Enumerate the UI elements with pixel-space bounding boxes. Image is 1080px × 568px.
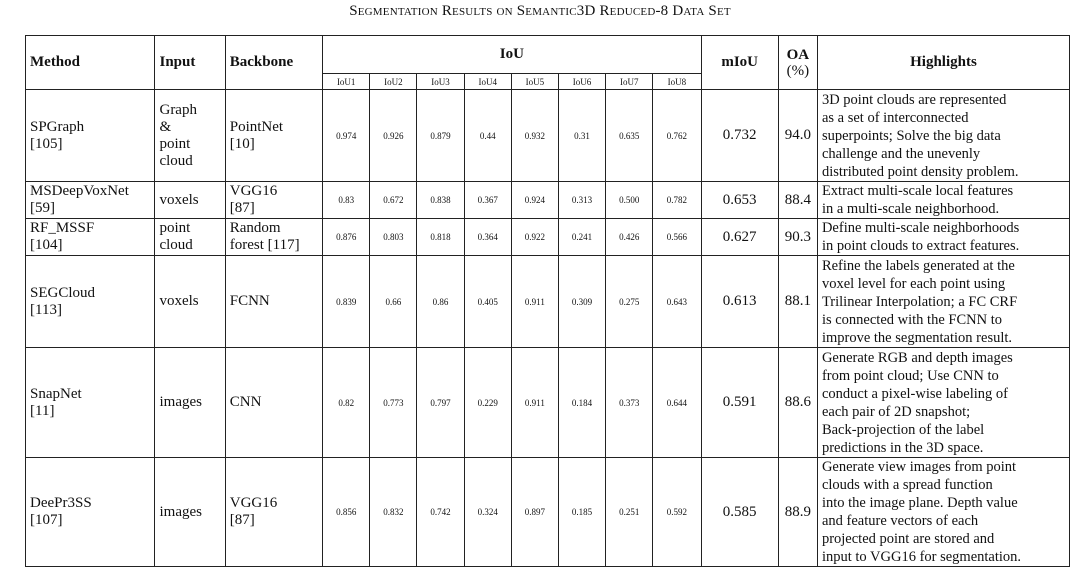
highlight-line: Define multi-scale neighborhoods <box>821 220 1020 236</box>
method-name: SPGraph <box>30 118 85 135</box>
input-text: & <box>159 118 172 135</box>
method-ref: [104] <box>30 237 63 253</box>
method-name: MSDeepVoxNet <box>30 183 129 199</box>
oa-cell: 88.6 <box>778 348 817 458</box>
miou-cell: 0.732 <box>701 90 778 182</box>
iou4-cell: 0.44 <box>464 90 511 182</box>
input-cell <box>155 219 225 256</box>
highlight-line: Back-projection of the label <box>821 421 985 438</box>
highlight-line: Extract multi-scale local features <box>821 183 1014 199</box>
oa-cell: 88.1 <box>778 256 817 348</box>
input-text: voxels <box>159 191 199 208</box>
highlight-line: challenge and the unevenly <box>821 145 981 162</box>
iou3-cell: 0.818 <box>417 219 464 256</box>
highlight-line: improve the segmentation result. <box>821 329 1013 346</box>
highlight-line: Generate RGB and depth images <box>821 349 1013 366</box>
input-text: voxels <box>159 293 199 309</box>
backbone-cell <box>225 256 322 348</box>
backbone-name: FCNN <box>229 293 270 309</box>
method-cell <box>26 256 155 348</box>
backbone-cell <box>225 90 322 182</box>
highlight-line: distributed point density problem. <box>821 163 1019 180</box>
method-name: RF_MSSF <box>30 220 95 236</box>
miou-cell: 0.653 <box>701 182 778 219</box>
highlight-line: from point cloud; Use CNN to <box>821 367 999 384</box>
iou5-cell: 0.924 <box>511 182 558 219</box>
iou4-cell: 0.364 <box>464 219 511 256</box>
method-ref: [105] <box>30 135 63 152</box>
oa-cell: 88.4 <box>778 182 817 219</box>
backbone-ref: [87] <box>229 512 255 528</box>
iou7-cell: 0.635 <box>606 90 653 182</box>
header-iou: IoU <box>323 36 701 74</box>
table-caption: Segmentation Results on Semantic3D Reduced-8 Data Set <box>349 3 731 19</box>
iou6-cell: 0.185 <box>558 458 605 567</box>
miou-cell: 0.613 <box>701 256 778 348</box>
iou4-cell: 0.405 <box>464 256 511 348</box>
results-table <box>25 35 1070 567</box>
header-iou6: IoU6 <box>558 74 605 90</box>
iou8-cell: 0.592 <box>653 458 701 567</box>
highlight-line: Refine the labels generated at the <box>821 257 1015 274</box>
backbone-name: PointNet <box>229 118 284 135</box>
iou2-cell: 0.672 <box>370 182 417 219</box>
table-row <box>26 458 1070 567</box>
iou8-cell: 0.644 <box>653 348 701 458</box>
highlights-cell <box>817 182 1069 219</box>
method-cell <box>26 348 155 458</box>
miou-cell: 0.591 <box>701 348 778 458</box>
highlight-line: Generate view images from point <box>821 459 1017 475</box>
table-row <box>26 90 1070 182</box>
header-highlights: Highlights <box>817 36 1069 90</box>
input-text: point <box>159 135 191 152</box>
method-name: SnapNet <box>30 385 82 402</box>
table-row <box>26 182 1070 219</box>
header-iou4: IoU4 <box>464 74 511 90</box>
miou-cell: 0.627 <box>701 219 778 256</box>
header-iou7: IoU7 <box>606 74 653 90</box>
highlight-line: predictions in the 3D space. <box>821 439 984 456</box>
iou1-cell: 0.839 <box>323 256 370 348</box>
iou5-cell: 0.897 <box>511 458 558 567</box>
iou2-cell: 0.66 <box>370 256 417 348</box>
iou3-cell: 0.742 <box>417 458 464 567</box>
input-cell <box>155 90 225 182</box>
highlight-line: voxel level for each point using <box>821 275 1006 292</box>
iou4-cell: 0.324 <box>464 458 511 567</box>
highlight-line: projected point are stored and <box>821 531 995 547</box>
header-iou2: IoU2 <box>370 74 417 90</box>
iou5-cell: 0.922 <box>511 219 558 256</box>
iou3-cell: 0.86 <box>417 256 464 348</box>
header-oa-line2: (%) <box>786 62 810 79</box>
iou8-cell: 0.643 <box>653 256 701 348</box>
iou5-cell: 0.932 <box>511 90 558 182</box>
iou6-cell: 0.241 <box>558 219 605 256</box>
highlight-line: in point clouds to extract features. <box>821 238 1020 254</box>
highlight-line: 3D point clouds are represented <box>821 91 1007 108</box>
input-cell <box>155 256 225 348</box>
highlights-cell <box>817 458 1069 567</box>
input-text: images <box>159 394 202 410</box>
backbone-cell <box>225 182 322 219</box>
highlight-line: and feature vectors of each <box>821 513 979 529</box>
backbone-name: VGG16 <box>229 495 278 511</box>
highlights-cell <box>817 90 1069 182</box>
highlight-line: clouds with a spread function <box>821 477 993 493</box>
iou7-cell: 0.426 <box>606 219 653 256</box>
iou8-cell: 0.762 <box>653 90 701 182</box>
iou3-cell: 0.879 <box>417 90 464 182</box>
highlight-line: superpoints; Solve the big data <box>821 127 1001 144</box>
input-text: cloud <box>159 237 193 253</box>
iou7-cell: 0.251 <box>606 458 653 567</box>
iou7-cell: 0.275 <box>606 256 653 348</box>
iou1-cell: 0.974 <box>323 90 370 182</box>
iou6-cell: 0.309 <box>558 256 605 348</box>
iou2-cell: 0.926 <box>370 90 417 182</box>
iou2-cell: 0.803 <box>370 219 417 256</box>
header-oa <box>778 36 817 90</box>
iou8-cell: 0.566 <box>653 219 701 256</box>
header-row <box>26 36 1070 74</box>
input-cell <box>155 182 225 219</box>
highlight-line: in a multi-scale neighborhood. <box>821 201 1000 217</box>
input-text: images <box>159 503 202 520</box>
backbone-ref: forest [117] <box>229 237 300 253</box>
header-miou: mIoU <box>701 36 778 90</box>
backbone-cell <box>225 458 322 567</box>
table-row <box>26 219 1070 256</box>
method-ref: [11] <box>30 402 55 419</box>
highlight-line: conduct a pixel-wise labeling of <box>821 385 1008 402</box>
oa-cell: 90.3 <box>778 219 817 256</box>
method-name: DeePr3SS <box>30 495 92 511</box>
header-oa-line1: OA <box>786 46 810 63</box>
highlight-line: Trilinear Interpolation; a FC CRF <box>821 293 1018 310</box>
method-cell <box>26 90 155 182</box>
table-row <box>26 256 1070 348</box>
iou6-cell: 0.184 <box>558 348 605 458</box>
iou2-cell: 0.773 <box>370 348 417 458</box>
input-cell <box>155 348 225 458</box>
backbone-cell <box>225 348 322 458</box>
iou1-cell: 0.876 <box>323 219 370 256</box>
backbone-ref: [87] <box>229 200 255 216</box>
miou-cell: 0.585 <box>701 458 778 567</box>
iou4-cell: 0.229 <box>464 348 511 458</box>
header-backbone: Backbone <box>225 36 322 90</box>
header-iou5: IoU5 <box>511 74 558 90</box>
iou5-cell: 0.911 <box>511 348 558 458</box>
backbone-name: VGG16 <box>229 183 278 199</box>
iou8-cell: 0.782 <box>653 182 701 219</box>
highlights-cell <box>817 219 1069 256</box>
highlights-cell <box>817 256 1069 348</box>
input-text: cloud <box>159 152 193 169</box>
iou4-cell: 0.367 <box>464 182 511 219</box>
method-name: SEGCloud <box>30 284 96 301</box>
backbone-name: Random <box>229 220 281 236</box>
header-iou1: IoU1 <box>323 74 370 90</box>
method-ref: [113] <box>30 301 62 318</box>
iou7-cell: 0.373 <box>606 348 653 458</box>
input-text: Graph <box>159 101 197 118</box>
table-row <box>26 348 1070 458</box>
method-cell <box>26 182 155 219</box>
iou2-cell: 0.832 <box>370 458 417 567</box>
iou6-cell: 0.31 <box>558 90 605 182</box>
backbone-ref: [10] <box>229 135 255 152</box>
header-method: Method <box>26 36 155 90</box>
header-input: Input <box>155 36 225 90</box>
highlight-line: input to VGG16 for segmentation. <box>821 549 1022 565</box>
method-ref: [107] <box>30 512 63 528</box>
highlight-line: as a set of interconnected <box>821 109 969 126</box>
iou1-cell: 0.83 <box>323 182 370 219</box>
input-cell <box>155 458 225 567</box>
iou7-cell: 0.500 <box>606 182 653 219</box>
oa-cell: 88.9 <box>778 458 817 567</box>
highlight-line: each pair of 2D snapshot; <box>821 403 971 420</box>
iou1-cell: 0.82 <box>323 348 370 458</box>
header-iou3: IoU3 <box>417 74 464 90</box>
iou3-cell: 0.797 <box>417 348 464 458</box>
highlight-line: into the image plane. Depth value <box>821 495 1018 511</box>
highlight-line: is connected with the FCNN to <box>821 311 1002 328</box>
backbone-cell <box>225 219 322 256</box>
backbone-name: CNN <box>229 394 262 410</box>
method-ref: [59] <box>30 200 55 216</box>
method-cell <box>26 458 155 567</box>
highlights-cell <box>817 348 1069 458</box>
iou3-cell: 0.838 <box>417 182 464 219</box>
oa-cell: 94.0 <box>778 90 817 182</box>
iou5-cell: 0.911 <box>511 256 558 348</box>
iou1-cell: 0.856 <box>323 458 370 567</box>
iou6-cell: 0.313 <box>558 182 605 219</box>
header-iou8: IoU8 <box>653 74 701 90</box>
method-cell <box>26 219 155 256</box>
input-text: point <box>159 220 191 236</box>
